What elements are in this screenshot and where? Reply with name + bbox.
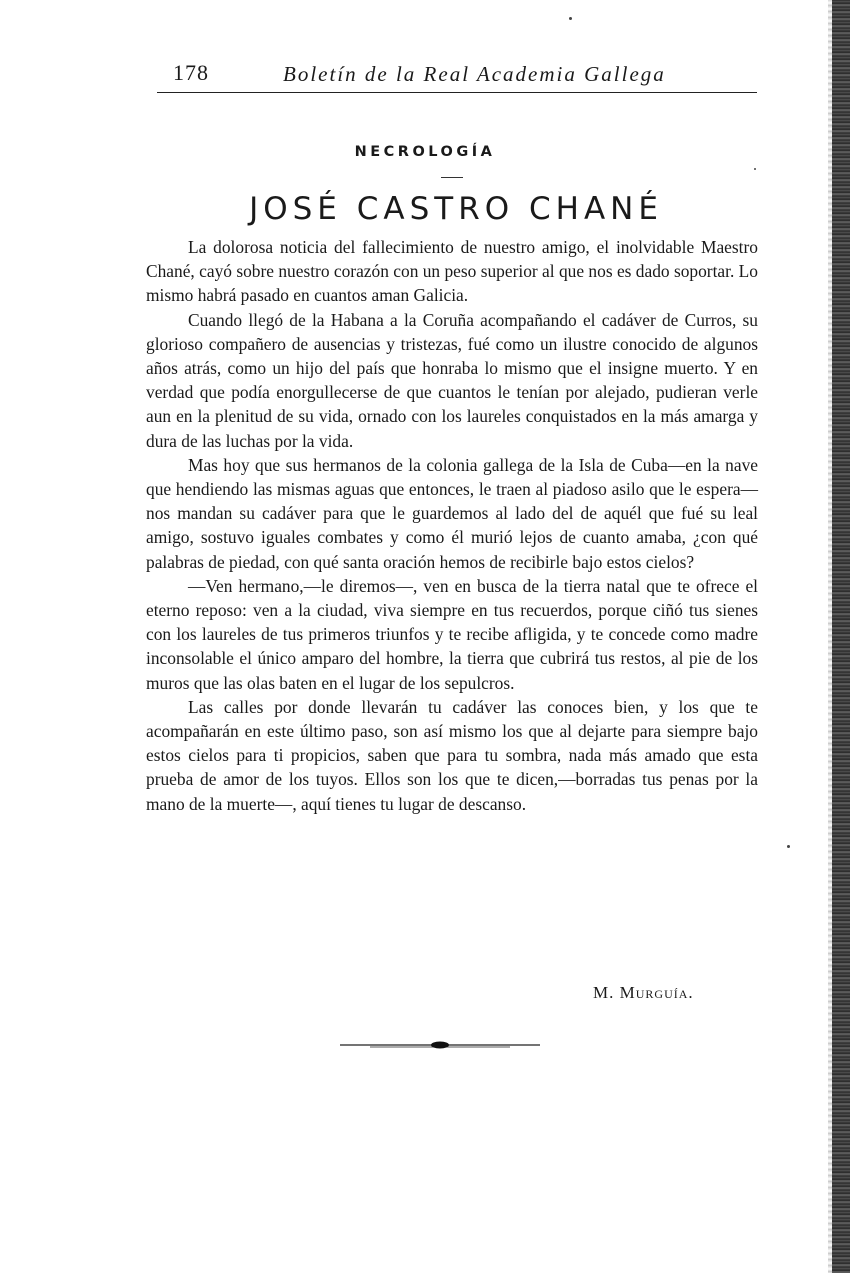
section-label: NECROLOGÍA: [354, 144, 496, 160]
article-body: [146, 235, 758, 816]
paragraph: —Ven hermano,—le diremos—, ven en busca de la tierra natal que te ofrece el eterno reposo: ven a la ciudad, viva siempre en tus recuerdos, porque ciñó tus sienes con los laureles de tus primeros triunfos y te recibe afligida, y te concede como madre inconsolable el único amparo del hombre, la tierra que cubrirá tus restos, al pie de los muros que las olas baten en el lugar de los sepulcros.: [146, 575, 758, 693]
author-signature: M. Murguía.: [593, 983, 694, 1002]
page-number: 178: [173, 60, 209, 85]
paragraph: Cuando llegó de la Habana a la Coruña acompañando el cadáver de Curros, su glorioso compañero de ausencias y tristezas, fué como un ilustre conocido de algunos años atrás, como un hijo del país que honraba lo mismo que el insigne muerto. Y en verdad que podía enorgullecerse de que cuantos le tenían por alejado, pudieran verle aun en la plenitud de su vida, ornado con los laureles conquistados en la más amarga y dura de las luchas por la vida.: [146, 309, 758, 451]
paragraph: Las calles por donde llevarán tu cadáver las conoces bien, y los que te acompañarán en este último paso, son así mismo los que al dejarte para siempre bajo estos cielos para ti propicios, saben que para tu sombra, nada más amado que esta prueba de amor de los tuyos. Ellos son los que te dicen,—borradas tus penas por la mano de la muerte—, aquí tienes tu lugar de descanso.: [146, 696, 758, 814]
paragraph: La dolorosa noticia del fallecimiento de nuestro amigo, el inolvidable Maestro Chané, cayó sobre nuestro corazón con un peso superior al que nos es dado soportar. Lo mismo habrá pasado en cuantos aman Galicia.: [146, 237, 758, 306]
scan-speck: [569, 17, 572, 20]
title-rule: [441, 177, 463, 178]
journal-title: Boletín de la Real Academia Gallega: [283, 62, 666, 86]
paragraph: Mas hoy que sus hermanos de la colonia gallega de la Isla de Cuba—en la nave que hendiendo las mismas aguas que entonces, le traen al piadoso asilo que le espera—nos mandan su cadáver para que le guardemos al lado del de aquél que fué su leal amigo, sostuvo iguales combates y como él murió lejos de cuanto amaba, ¿con qué palabras de piedad, con qué santa oración hemos de recibirle bajo estos cielos?: [146, 454, 758, 572]
scan-speck: [754, 168, 756, 170]
article-title: JOSÉ CASTRO CHANÉ: [249, 191, 663, 227]
scan-speck: [787, 845, 790, 848]
running-header: [157, 58, 757, 93]
end-ornament: [340, 1038, 540, 1052]
